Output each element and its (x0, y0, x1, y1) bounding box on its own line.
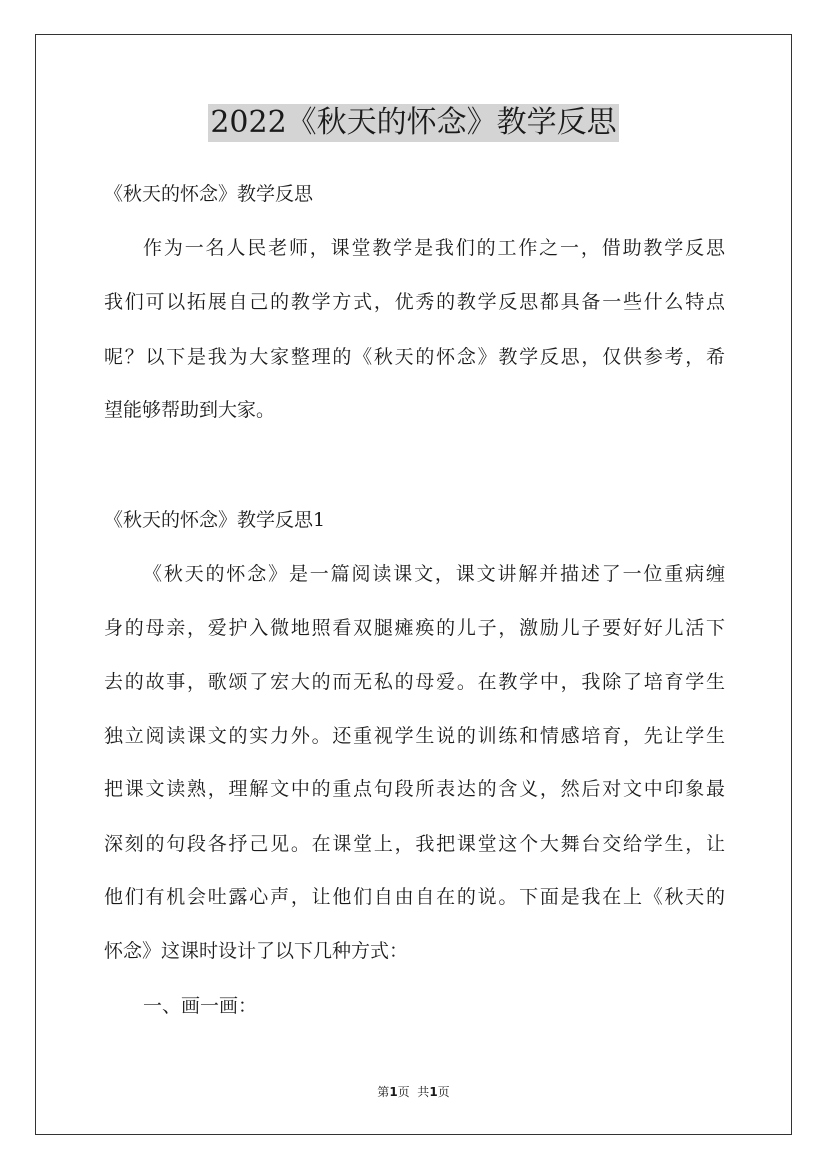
section-line: 深刻的句段各抒己见。在课堂上，我把课堂这个大舞台交给学生，让 (104, 833, 725, 855)
intro-line: 望能够帮助到大家。 (104, 399, 276, 421)
section-line: 他们有机会吐露心声，让他们自由自在的说。下面是我在上《秋天的 (104, 886, 725, 908)
footer-page-total: 1 (429, 1085, 438, 1099)
footer-page-mid: 页 共 (397, 1085, 430, 1099)
footer-page-suffix: 页 (437, 1085, 450, 1099)
section-line: 去的故事，歌颂了宏大的而无私的母爱。在教学中，我除了培育学生 (104, 671, 725, 693)
section-line: 独立阅读课文的实力外。还重视学生说的训练和情感培育，先让学生 (104, 725, 725, 747)
section-heading: 《秋天的怀念》教学反思1 (104, 509, 326, 531)
intro-line: 呢？以下是我为大家整理的《秋天的怀念》教学反思，仅供参考，希 (104, 346, 725, 368)
section-line: 《秋天的怀念》是一篇阅读课文，课文讲解并描述了一位重病缠 (143, 563, 725, 585)
intro-line: 我们可以拓展自己的教学方式，优秀的教学反思都具备一些什么特点 (104, 291, 725, 313)
intro-line: 作为一名人民老师，课堂教学是我们的工作之一，借助教学反思 (143, 237, 725, 259)
document-subtitle: 《秋天的怀念》教学反思 (104, 183, 314, 205)
section-line: 怀念》这课时设计了以下几种方式： (104, 940, 409, 962)
section-line: 身的母亲，爱护入微地照看双腿瘫痪的儿子，激励儿子要好好儿活下 (104, 617, 725, 639)
section-line: 把课文读熟，理解文中的重点句段所表达的含义，然后对文中印象最 (104, 778, 725, 800)
page-footer (0, 1084, 827, 1100)
footer-page-prefix: 第 (377, 1085, 390, 1099)
title-container (0, 104, 827, 142)
footer-page-number: 1 (389, 1085, 398, 1099)
document-title: 2022《秋天的怀念》教学反思 (210, 105, 617, 140)
list-item-one: 一、画一画： (143, 995, 258, 1017)
